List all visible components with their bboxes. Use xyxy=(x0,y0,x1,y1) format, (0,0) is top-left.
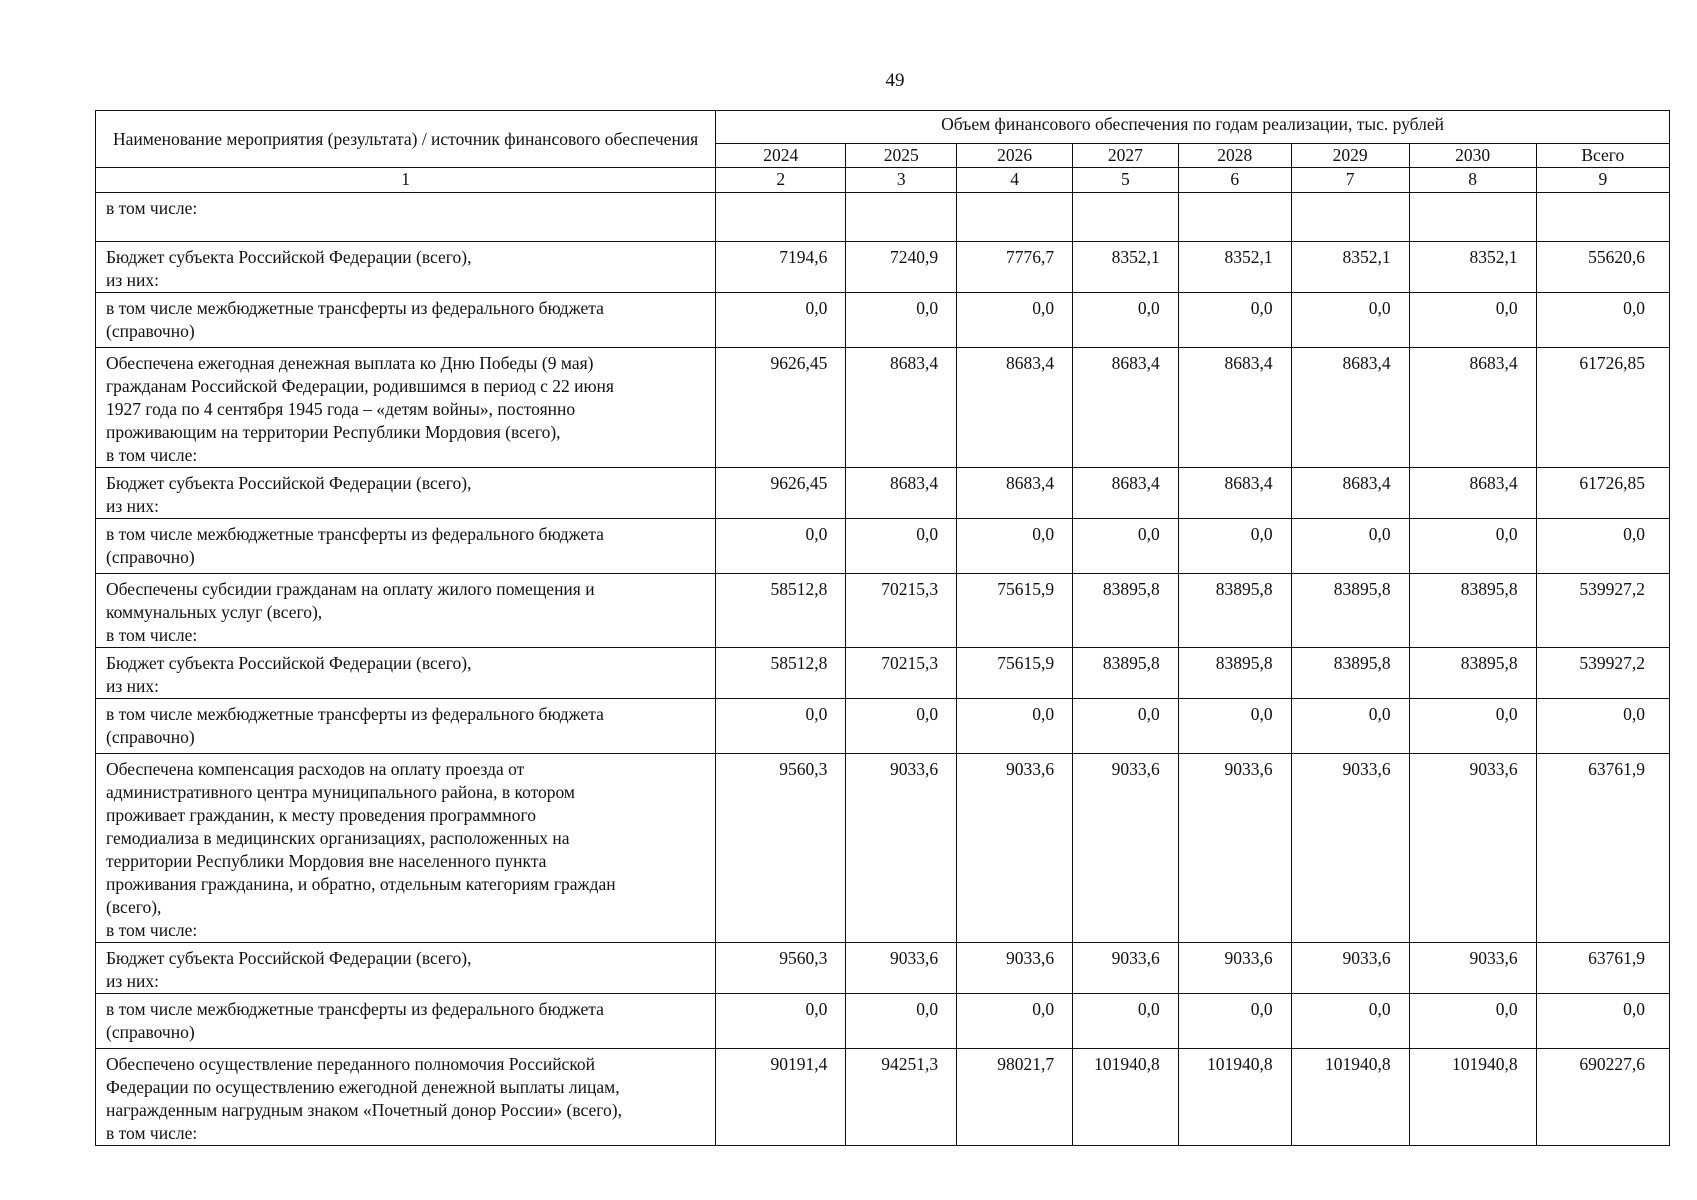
header-col-number: 9 xyxy=(1536,168,1669,193)
row-value-cell xyxy=(957,193,1073,242)
row-name-line: в том числе межбюджетные трансферты из федерального бюджета xyxy=(106,999,604,1019)
row-name-line: в том числе межбюджетные трансферты из федерального бюджета xyxy=(106,524,604,544)
row-value-cell: 83895,8 xyxy=(1073,648,1179,699)
row-value-cell: 101940,8 xyxy=(1178,1049,1291,1146)
row-value-cell: 70215,3 xyxy=(846,648,957,699)
row-name-line: административного центра муниципального района, в котором xyxy=(106,782,576,802)
row-value-cell xyxy=(1409,193,1536,242)
row-name-cell xyxy=(96,242,716,293)
row-value-cell: 0,0 xyxy=(716,994,846,1049)
row-name-line: в том числе: xyxy=(106,920,198,940)
row-value-cell: 0,0 xyxy=(1073,994,1179,1049)
row-name-line: Обеспечена ежегодная денежная выплата ко Дню Победы (9 мая) xyxy=(106,353,594,373)
table-row xyxy=(96,754,1670,943)
row-name-cell xyxy=(96,754,716,943)
row-value-cell: 101940,8 xyxy=(1291,1049,1409,1146)
row-value-cell: 0,0 xyxy=(846,519,957,574)
row-value-cell: 9033,6 xyxy=(957,754,1073,943)
row-value-cell: 101940,8 xyxy=(1073,1049,1179,1146)
row-value-cell: 9033,6 xyxy=(1409,754,1536,943)
row-name-cell xyxy=(96,699,716,754)
header-name-column: Наименование мероприятия (результата) / источник финансового обеспечения xyxy=(96,111,716,168)
row-value-cell: 9033,6 xyxy=(1178,754,1291,943)
row-value-cell: 70215,3 xyxy=(846,574,957,648)
header-year-2027: 2027 xyxy=(1073,144,1179,168)
row-name-line: в том числе: xyxy=(106,445,198,465)
row-name-line: гражданам Российской Федерации, родившимся в период с 22 июня xyxy=(106,376,614,396)
row-name-line: в том числе: xyxy=(106,1123,198,1143)
row-name-line: проживающим на территории Республики Мордовия (всего), xyxy=(106,422,561,442)
row-total-cell: 61726,85 xyxy=(1536,348,1669,468)
row-value-cell: 83895,8 xyxy=(1409,574,1536,648)
row-name-line: Бюджет субъекта Российской Федерации (всего), xyxy=(106,653,472,673)
row-value-cell: 0,0 xyxy=(716,293,846,348)
row-value-cell xyxy=(716,193,846,242)
row-name-line: территории Республики Мордовия вне населенного пункта xyxy=(106,851,547,871)
row-name-cell xyxy=(96,468,716,519)
table-row xyxy=(96,574,1670,648)
row-value-cell: 7240,9 xyxy=(846,242,957,293)
row-name-line: коммунальных услуг (всего), xyxy=(106,602,323,622)
row-total-cell: 690227,6 xyxy=(1536,1049,1669,1146)
row-name-line: Обеспечены субсидии гражданам на оплату жилого помещения и xyxy=(106,579,595,599)
row-value-cell: 0,0 xyxy=(1073,519,1179,574)
row-value-cell: 101940,8 xyxy=(1409,1049,1536,1146)
row-total-cell: 0,0 xyxy=(1536,699,1669,754)
row-value-cell: 8683,4 xyxy=(957,468,1073,519)
row-name-line: Бюджет субъекта Российской Федерации (всего), xyxy=(106,247,472,267)
row-value-cell: 0,0 xyxy=(957,994,1073,1049)
row-value-cell: 8683,4 xyxy=(1291,348,1409,468)
row-value-cell: 9033,6 xyxy=(1409,943,1536,994)
header-col-number: 8 xyxy=(1409,168,1536,193)
row-value-cell xyxy=(1178,193,1291,242)
row-value-cell: 9033,6 xyxy=(1073,754,1179,943)
row-total-cell: 61726,85 xyxy=(1536,468,1669,519)
row-name-line: (справочно) xyxy=(106,727,195,747)
row-value-cell: 98021,7 xyxy=(957,1049,1073,1146)
row-value-cell: 8352,1 xyxy=(1291,242,1409,293)
row-value-cell: 0,0 xyxy=(1178,699,1291,754)
row-name-line: (всего), xyxy=(106,897,162,917)
row-total-cell xyxy=(1536,193,1669,242)
row-value-cell: 94251,3 xyxy=(846,1049,957,1146)
row-value-cell: 7776,7 xyxy=(957,242,1073,293)
row-value-cell: 58512,8 xyxy=(716,574,846,648)
row-value-cell: 0,0 xyxy=(716,699,846,754)
row-value-cell: 9033,6 xyxy=(1073,943,1179,994)
row-value-cell: 8683,4 xyxy=(846,348,957,468)
row-value-cell: 0,0 xyxy=(957,519,1073,574)
row-name-cell xyxy=(96,994,716,1049)
row-total-cell: 539927,2 xyxy=(1536,574,1669,648)
row-value-cell: 8683,4 xyxy=(1073,468,1179,519)
row-name-cell xyxy=(96,943,716,994)
table-row xyxy=(96,293,1670,348)
row-value-cell: 0,0 xyxy=(1073,699,1179,754)
row-name-line: 1927 года по 4 сентября 1945 года – «детям войны», постоянно xyxy=(106,399,576,419)
row-value-cell: 8683,4 xyxy=(957,348,1073,468)
row-value-cell: 9033,6 xyxy=(1291,943,1409,994)
table-row xyxy=(96,994,1670,1049)
row-value-cell xyxy=(1073,193,1179,242)
header-col-number: 4 xyxy=(957,168,1073,193)
row-name-line: проживания гражданина, и обратно, отдельным категориям граждан xyxy=(106,874,616,894)
row-value-cell: 9033,6 xyxy=(846,754,957,943)
row-value-cell: 8352,1 xyxy=(1409,242,1536,293)
row-value-cell: 75615,9 xyxy=(957,574,1073,648)
table-row xyxy=(96,242,1670,293)
row-name-line: Федерации по осуществлению ежегодной денежной выплаты лицам, xyxy=(106,1077,620,1097)
row-name-line: в том числе межбюджетные трансферты из федерального бюджета xyxy=(106,298,604,318)
row-total-cell: 0,0 xyxy=(1536,994,1669,1049)
row-name-line: в том числе: xyxy=(106,625,198,645)
row-value-cell: 8683,4 xyxy=(846,468,957,519)
row-value-cell: 9033,6 xyxy=(1291,754,1409,943)
row-value-cell: 0,0 xyxy=(957,699,1073,754)
row-value-cell: 0,0 xyxy=(1409,519,1536,574)
row-name-line: в том числе: xyxy=(106,198,198,218)
header-year-2024: 2024 xyxy=(716,144,846,168)
row-name-line: проживает гражданин, к месту проведения программного xyxy=(106,805,536,825)
row-name-line: Обеспечена компенсация расходов на оплату проезда от xyxy=(106,759,525,779)
funding-table xyxy=(95,110,1670,1146)
row-value-cell: 83895,8 xyxy=(1073,574,1179,648)
row-value-cell xyxy=(1291,193,1409,242)
row-value-cell: 0,0 xyxy=(1409,699,1536,754)
table-row xyxy=(96,193,1670,242)
row-value-cell: 8683,4 xyxy=(1409,468,1536,519)
row-total-cell: 63761,9 xyxy=(1536,943,1669,994)
row-value-cell: 0,0 xyxy=(1178,994,1291,1049)
row-value-cell: 0,0 xyxy=(1291,699,1409,754)
row-name-cell xyxy=(96,648,716,699)
row-name-line: из них: xyxy=(106,270,159,290)
table-row xyxy=(96,468,1670,519)
row-value-cell: 9626,45 xyxy=(716,348,846,468)
row-name-line: в том числе межбюджетные трансферты из федерального бюджета xyxy=(106,704,604,724)
row-name-line: награжденным нагрудным знаком «Почетный донор России» (всего), xyxy=(106,1100,622,1120)
row-value-cell: 0,0 xyxy=(1409,994,1536,1049)
row-value-cell: 0,0 xyxy=(846,293,957,348)
row-name-cell xyxy=(96,574,716,648)
table-row xyxy=(96,648,1670,699)
row-value-cell xyxy=(846,193,957,242)
row-name-cell xyxy=(96,193,716,242)
header-col-number: 5 xyxy=(1073,168,1179,193)
row-value-cell: 8352,1 xyxy=(1178,242,1291,293)
row-value-cell: 0,0 xyxy=(1178,519,1291,574)
table-row xyxy=(96,519,1670,574)
row-name-line: из них: xyxy=(106,496,159,516)
row-name-line: (справочно) xyxy=(106,547,195,567)
row-value-cell: 0,0 xyxy=(957,293,1073,348)
header-funding-group: Объем финансового обеспечения по годам реализации, тыс. рублей xyxy=(716,111,1670,144)
header-col-number: 1 xyxy=(96,168,716,193)
row-name-line: Бюджет субъекта Российской Федерации (всего), xyxy=(106,948,472,968)
row-total-cell: 55620,6 xyxy=(1536,242,1669,293)
row-name-cell xyxy=(96,348,716,468)
row-value-cell: 0,0 xyxy=(1291,519,1409,574)
row-total-cell: 63761,9 xyxy=(1536,754,1669,943)
row-value-cell: 0,0 xyxy=(1409,293,1536,348)
row-value-cell: 83895,8 xyxy=(1291,574,1409,648)
header-year-2026: 2026 xyxy=(957,144,1073,168)
row-name-line: (справочно) xyxy=(106,321,195,341)
table-row xyxy=(96,699,1670,754)
row-value-cell: 0,0 xyxy=(846,994,957,1049)
row-value-cell: 83895,8 xyxy=(1178,574,1291,648)
header-col-number: 3 xyxy=(846,168,957,193)
header-col-number: 7 xyxy=(1291,168,1409,193)
row-value-cell: 58512,8 xyxy=(716,648,846,699)
row-value-cell: 0,0 xyxy=(1291,293,1409,348)
header-year-2028: 2028 xyxy=(1178,144,1291,168)
header-year-total: Всего xyxy=(1536,144,1669,168)
row-total-cell: 0,0 xyxy=(1536,519,1669,574)
row-value-cell: 9033,6 xyxy=(957,943,1073,994)
header-year-2025: 2025 xyxy=(846,144,957,168)
row-name-cell xyxy=(96,519,716,574)
table-header xyxy=(96,111,1670,193)
row-value-cell: 8352,1 xyxy=(1073,242,1179,293)
row-name-line: Бюджет субъекта Российской Федерации (всего), xyxy=(106,473,472,493)
row-value-cell: 9560,3 xyxy=(716,754,846,943)
header-col-number: 6 xyxy=(1178,168,1291,193)
row-name-line: из них: xyxy=(106,676,159,696)
row-value-cell: 9033,6 xyxy=(846,943,957,994)
row-name-line: гемодиализа в медицинских организациях, расположенных на xyxy=(106,828,570,848)
row-value-cell: 9626,45 xyxy=(716,468,846,519)
row-value-cell: 0,0 xyxy=(1178,293,1291,348)
row-total-cell: 0,0 xyxy=(1536,293,1669,348)
row-value-cell: 9033,6 xyxy=(1178,943,1291,994)
table-row xyxy=(96,943,1670,994)
row-value-cell: 0,0 xyxy=(846,699,957,754)
row-total-cell: 539927,2 xyxy=(1536,648,1669,699)
row-value-cell: 8683,4 xyxy=(1178,348,1291,468)
row-name-line: Обеспечено осуществление переданного полномочия Российской xyxy=(106,1054,596,1074)
row-value-cell: 8683,4 xyxy=(1291,468,1409,519)
row-value-cell: 7194,6 xyxy=(716,242,846,293)
row-value-cell: 0,0 xyxy=(1291,994,1409,1049)
row-value-cell: 83895,8 xyxy=(1291,648,1409,699)
row-name-cell xyxy=(96,293,716,348)
row-value-cell: 8683,4 xyxy=(1178,468,1291,519)
row-name-line: из них: xyxy=(106,971,159,991)
table-row xyxy=(96,1049,1670,1146)
header-year-2029: 2029 xyxy=(1291,144,1409,168)
row-value-cell: 83895,8 xyxy=(1409,648,1536,699)
header-column-numbers-row xyxy=(96,168,1670,193)
row-value-cell: 90191,4 xyxy=(716,1049,846,1146)
row-value-cell: 83895,8 xyxy=(1178,648,1291,699)
row-name-line: (справочно) xyxy=(106,1022,195,1042)
row-value-cell: 8683,4 xyxy=(1073,348,1179,468)
row-value-cell: 9560,3 xyxy=(716,943,846,994)
row-value-cell: 8683,4 xyxy=(1409,348,1536,468)
table-body xyxy=(96,193,1670,1146)
header-year-2030: 2030 xyxy=(1409,144,1536,168)
row-value-cell: 75615,9 xyxy=(957,648,1073,699)
row-value-cell: 0,0 xyxy=(716,519,846,574)
page-number: 49 xyxy=(885,70,905,91)
table-row xyxy=(96,348,1670,468)
row-name-cell xyxy=(96,1049,716,1146)
header-col-number: 2 xyxy=(716,168,846,193)
row-value-cell: 0,0 xyxy=(1073,293,1179,348)
